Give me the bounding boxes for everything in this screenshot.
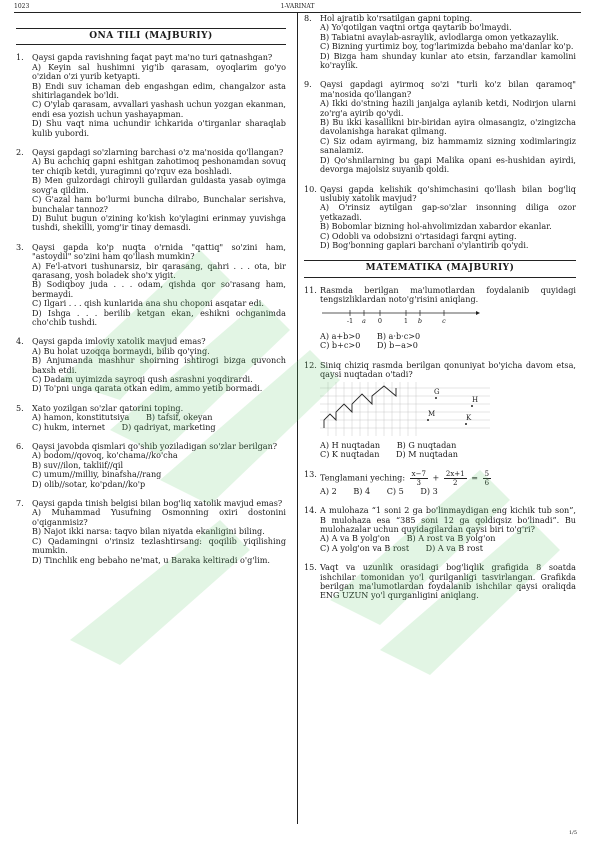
option-c[interactable]: C) Ilgari . . . qish kunlarida ana shu choponi asqatar edi.: [32, 298, 264, 309]
option-d[interactable]: D) Tinchlik eng bebaho ne'mat, u Baraka keltiradi o'g'lim.: [32, 554, 270, 565]
option-d[interactable]: D) Bulut bugun o'zining ko'kish ko'ylagini erinmay yuvishga tushdi, shekilli, yomg'ir tinay demasdi.: [32, 212, 286, 233]
question-text: Xato yozilgan so'zlar qatorini toping.: [32, 402, 184, 413]
fraction-2: $\frac{2x+1}{2}$: [445, 469, 465, 487]
header-variant: 1-VARINAT: [280, 3, 315, 10]
option-a[interactable]: A) O'rinsiz aytilgan gap-so'zlar insonning diliga ozor yetkazadi.: [320, 202, 576, 222]
option-d[interactable]: D) M nuqtadan: [396, 449, 459, 460]
option-c[interactable]: C) Dadam uyimizda sayroqi qush asrashni yoqdirardi.: [32, 374, 253, 384]
option-a[interactable]: A) bodom//qovoq, ko'chama//ko'cha: [32, 450, 178, 461]
option-c[interactable]: C) 5: [386, 485, 404, 496]
grid-polyline-figure: [320, 382, 490, 436]
question-text: Qaysi gapdagi so'zlarning barchasi o'z ma'nosida qo'llangan?: [32, 147, 284, 158]
option-a[interactable]: A) Yo'qotilgan vaqtni ortga qaytarib bo'lmaydi.: [320, 22, 512, 33]
question-text: Qaysi gapda ko'p nuqta o'rnida "qattiq" so'zini ham, "astoydil" so'zini ham qo'llash mumkin?: [32, 241, 286, 262]
question-3: 3. Qaysi gapda ko'p nuqta o'rnida "qattiq" so'zini ham, "astoydil" so'zini ham qo'llash mumkin? A) Fe'l-atvori tushunarsiz, bir qarasang, qahri . . . ota, bir qarasang, yosh boladek sho'x yigit. B) Sodiqboy juda . . . odam, qishda qor so'rasang ham, bermaydi. C) Ilgari . . . qish kunlarida ana shu choponi asqatar edi. D) Ishga . . . berilib ketgan ekan, eshikni ochganimda cho'chib tushdi.: [16, 241, 286, 327]
question-1: 1. Qaysi gapda ravishning faqat payt ma'no turi qatnashgan? A) Keyin sal hushimni yig'ib qarasam, oyoqlarim go'yo o'zidan o'zi yurib ketyapti. B) Endi suv ichaman deb engashgan edim, changalzor asta shitirlagandek bo'ldi. C) O'ylab qarasam, avvallari yashash uchun yozgan ekanman, endi esa yozish uchun yashayapman. D) Shu vaqt nima uchundir ichkarida o'tirganlar sharaqlab kulib yubordi.: [16, 52, 286, 138]
point-label-k: K: [466, 413, 472, 422]
option-a[interactable]: A) H nuqtadan: [320, 440, 381, 450]
option-d[interactable]: D) 3: [420, 485, 438, 496]
option-b[interactable]: B) Tabiatni avaylab-asraylik, avlodlarga omon yetkazaylik.: [320, 31, 559, 42]
option-a[interactable]: A) Ikki do'stning hazili janjalga aylanib ketdi, Nodirjon ularni zo'rg'a ayirib qo'ydi.: [320, 98, 576, 118]
option-d[interactable]: D) Shu vaqt nima uchundir ichkarida o'tirganlar sharaqlab kulib yubordi.: [32, 118, 286, 138]
option-b[interactable]: B) Men gulzordagi chiroyli gullardan guldasta yasab oyimga sovg'a qildim.: [32, 175, 286, 195]
option-c[interactable]: C) K nuqtadan: [320, 449, 380, 460]
question-12: 12. Siniq chiziq rasmda berilgan qonuniyat bo'yicha davom etsa, qaysi nuqtadan o'tadi? G H M K A) H nuqtadan B) G nuqtadan C) K nuqtadan D) M nuqtadan: [304, 359, 576, 460]
option-b[interactable]: B) Najot ikki narsa: taqvo bilan niyatda ekanligini biling.: [32, 526, 265, 537]
page-number: 1/5: [568, 830, 577, 836]
option-a[interactable]: A) Muhammad Yusufning Osmonning oxiri dostonini o'qiganmisiz?: [32, 507, 286, 527]
line-label-b: b: [417, 316, 423, 325]
point-label-h: H: [472, 395, 479, 404]
option-b[interactable]: B) G nuqtadan: [396, 440, 457, 450]
question-text: Hol ajratib ko'rsatilgan gapni toping.: [320, 13, 473, 23]
option-a[interactable]: A) Bu achchiq gapni eshitgan zahotimoq peshonamdan sovuq ter chiqib ketdi, yuragimni qo'rquv eza boshladi.: [32, 156, 286, 176]
option-b[interactable]: B) Bu ikki kasallikni bir-biridan ayira olmasangiz, o'zingizcha davolanishga harakat qilmang.: [320, 117, 576, 137]
option-c[interactable]: C) A yolg'on va B rost: [320, 542, 410, 553]
question-11: 11. Rasmda berilgan ma'lumotlardan foydalanib quyidagi tengsizliklardan noto'g'risini aniqlang. -1 a 0 1 b c A) a+b>0 B) a·b·c>0 C) b+c>0 D) b−a>0: [304, 284, 576, 351]
option-c[interactable]: C) b+c>0: [320, 340, 361, 351]
option-a[interactable]: A) Keyin sal hushimni yig'ib qarasam, oyoqlarim go'yo o'zidan o'zi yurib ketyapti.: [32, 61, 286, 82]
question-text: Rasmda berilgan ma'lumotlardan foydalanib quyidagi tengsizliklardan noto'g'risini aniqlang.: [320, 284, 576, 305]
option-b[interactable]: B) A rost va B yolg'on: [406, 533, 496, 544]
question-5: 5. Xato yozilgan so'zlar qatorini toping. A) hamon, konstitutsiya B) tafsif, okeyan C) hukm, internet D) qadriyat, marketing: [16, 404, 286, 432]
question-4: 4. Qaysi gapda imloviy xatolik mavjud emas? A) Bu holat uzoqqa bormaydi, bilib qo'ying. B) Anjumanda mashhur shoirning ishtirogi bizga quvonch baxsh etdi. C) Dadam uyimizda sayroqi qush asrashni yoqdirardi. D) To'pni unga qarata otkan edim, ammo yetib bormadi.: [16, 336, 286, 394]
option-d[interactable]: D) Ishga . . . berilib ketgan ekan, eshikni ochganimda cho'chib tushdi.: [32, 307, 286, 327]
question-13: 13. Tenglamani yeching: $\frac{x-7}{3}$ + $\frac{2x+1}{2}$ = $\frac{5}{6}$ A) 2 B) 4 C) 5 D) 3: [304, 470, 576, 496]
option-d[interactable]: D) Bizga ham shunday kunlar ato etsin, farzandlar kamolini ko'raylik.: [320, 50, 576, 71]
option-d[interactable]: D) To'pni unga qarata otkan edim, ammo yetib bormadi.: [32, 383, 263, 394]
line-label-one: 1: [403, 316, 409, 325]
option-c[interactable]: C) O'ylab qarasam, avvallari yashash uchun yozgan ekanman, endi esa yozish uchun yashayapman.: [32, 99, 286, 119]
question-text: Qaysi gapda imloviy xatolik mavjud emas?: [32, 336, 206, 347]
option-c[interactable]: C) Bizning yurtimiz boy, tog'larimizda bebaho ma'danlar ko'p.: [320, 41, 574, 52]
option-c[interactable]: C) Odobli va odobsizni o'rtasidagi farqni ayting.: [320, 230, 517, 241]
option-b[interactable]: B) 4: [353, 485, 371, 496]
question-9: 9. Qaysi gapdagi ayirmoq so'zi "turli ko'z bilan qaramoq" ma'nosida qo'llangan? A) Ikki do'stning hazili janjalga aylanib ketdi, Nodirjon ularni zo'rg'a ayirib qo'ydi. B) Bu ikki kasallikni bir-biridan ayira olmasangiz, o'zingizcha davolanishga harakat qilmang. C) Siz odam ayirmang, biz hammamiz sizning xodimlaringiz sanalamiz. D) Qo'shnilarning bu gapi Malika opani es-hushidan ayirdi, devorga majolsiz suyanib qoldi.: [304, 79, 576, 175]
question-2: 2. Qaysi gapdagi so'zlarning barchasi o'z ma'nosida qo'llangan? A) Bu achchiq gapni eshitgan zahotimoq peshonamdan sovuq ter chiqib ketdi, yuragimni qo'rquv eza boshladi. B) Men gulzordagi chiroyli gullardan guldasta yasab oyimga sovg'a qildim. C) G'azal ham bo'lurmi buncha dilrabo, Bunchalar serishva, bunchalar tannoz? D) Bulut bugun o'zining ko'kish ko'ylagini erinmay yuvishga tushdi, shekilli, yomg'ir tinay demasdi.: [16, 147, 286, 233]
option-b[interactable]: B) Endi suv ichaman deb engashgan edim, changalzor asta shitirlagandek bo'ldi.: [32, 80, 286, 101]
option-a[interactable]: A) Bu holat uzoqqa bormaydi, bilib qo'ying.: [32, 345, 210, 356]
question-text: Qaysi gapda tinish belgisi bilan bog'liq xatolik mavjud emas?: [32, 498, 283, 509]
question-text: Qaysi gapda ravishning faqat payt ma'no turi qatnashgan?: [32, 52, 273, 63]
question-text-line: Tenglamani yeching: $\frac{x-7}{3}$ + $\frac{2x+1}{2}$ = $\frac{5}{6}$: [320, 469, 490, 487]
option-a[interactable]: A) Fe'l-atvori tushunarsiz, bir qarasang, qahri . . . ota, bir qarasang, yosh boladek sho'x yigit.: [32, 260, 286, 280]
option-d[interactable]: D) A va B rost: [425, 542, 483, 553]
question-15: 15. Vaqt va uzunlik orasidagi bog'liqlik grafigida 8 soatda ishchilar tomonidan yo'l qurilganligi tasvirlangan. Grafikda berilgan ma'lumotlardan foydalanib ishchilar qaysi oraliqda ENG UZUN yo'l qurganligini aniqlang.: [304, 562, 576, 601]
line-label-a: a: [362, 316, 366, 325]
option-c[interactable]: C) umum//milliy, binafsha//rang: [32, 469, 162, 480]
point-label-g: G: [434, 387, 440, 396]
question-text: Tenglamani yeching:: [320, 472, 406, 483]
right-column: [304, 14, 576, 611]
option-a[interactable]: A) A va B yolg'on: [320, 533, 391, 544]
option-a[interactable]: A) a+b>0: [320, 330, 361, 341]
column-divider: [297, 12, 298, 824]
option-d[interactable]: D) olib//sotar, ko'pdan//ko'p: [32, 478, 146, 489]
line-label-minus-one: -1: [346, 316, 354, 325]
question-text: Siniq chiziq rasmda berilgan qonuniyat bo'yicha davom etsa, qaysi nuqtadan o'tadi?: [320, 359, 576, 380]
point-label-m: M: [428, 409, 436, 418]
option-a[interactable]: A) hamon, konstitutsiya: [32, 412, 130, 423]
header-year: 1023: [14, 3, 30, 10]
option-d[interactable]: D) Qo'shnilarning bu gapi Malika opani es-hushidan ayirdi, devorga majolsiz suyanib qoldi.: [320, 154, 576, 175]
option-a[interactable]: A) 2: [320, 485, 337, 496]
question-text: Qaysi javobda qismlari qo'shib yoziladigan so'zlar berilgan?: [32, 441, 278, 452]
question-text: A mulohaza “1 soni 2 ga bo'linmaydigan eng kichik tub son”, B mulohaza esa “385 soni 12 ga qoldiqsiz bo'linadi”. Bu mulohazalar uchun quyidagilardan qaysi biri to'g'ri?: [320, 505, 576, 535]
question-7: 7. Qaysi gapda tinish belgisi bilan bog'liq xatolik mavjud emas? A) Muhammad Yusufning Osmonning oxiri dostonini o'qiganmisiz? B) Najot ikki narsa: taqvo bilan niyatda ekanligini biling. C) Qadamingni o'rinsiz tezlashtirsang: qoqilib yiqilishing mumkin. D) Tinchlik eng bebaho ne'mat, u Baraka keltiradi o'g'lim.: [16, 498, 286, 565]
section-title-ona-tili: ONA TILI (MAJBURIY): [16, 28, 286, 45]
option-b[interactable]: B) Bobomlar bizning hol-ahvolimizdan xabardor ekanlar.: [320, 221, 552, 232]
fraction-3: $\frac{5}{6}$: [484, 469, 490, 487]
option-d[interactable]: D) Bog'bonning gaplari barchani o'ylantirib qo'ydi.: [320, 239, 529, 250]
option-c[interactable]: C) Qadamingni o'rinsiz tezlashtirsang: qoqilib yiqilishing mumkin.: [32, 535, 286, 556]
question-6: 6. Qaysi javobda qismlari qo'shib yoziladigan so'zlar berilgan? A) bodom//qovoq, ko'chama//ko'cha B) suv//ilon, takliif//qil C) umum//milliy, binafsha//rang D) olib//sotar, ko'pdan//ko'p: [16, 442, 286, 489]
number-line-figure: [320, 307, 480, 325]
option-c[interactable]: C) Siz odam ayirmang, biz hammamiz sizning xodimlaringiz sanalamiz.: [320, 135, 576, 156]
question-text: Qaysi gapda kelishik qo'shimchasini qo'llash bilan bog'liq uslubiy xatolik mavjud?: [320, 183, 576, 203]
fraction-1: $\frac{x-7}{3}$: [411, 469, 426, 487]
question-14: 14. A mulohaza “1 soni 2 ga bo'linmaydigan eng kichik tub son”, B mulohaza esa “385 soni 12 ga qoldiqsiz bo'linadi”. Bu mulohazalar uchun quyidagilardan qaysi biri to'g'ri? A) A va B yolg'on B) A rost va B yolg'on C) A yolg'on va B rost D) A va B rost: [304, 505, 576, 553]
option-d[interactable]: D) qadriyat, marketing: [121, 421, 216, 432]
question-10: 10. Qaysi gapda kelishik qo'shimchasini qo'llash bilan bog'liq uslubiy xatolik mavjud? A) O'rinsiz aytilgan gap-so'zlar insonning diliga ozor yetkazadi. B) Bobomlar bizning hol-ahvolimizdan xabardor ekanlar. C) Odobli va odobsizni o'rtasidagi farqni ayting. D) Bog'bonning gaplari barchani o'ylantirib qo'ydi.: [304, 183, 576, 250]
option-d[interactable]: D) b−a>0: [376, 340, 418, 351]
question-text: Qaysi gapdagi ayirmoq so'zi "turli ko'z bilan qaramoq" ma'nosida qo'llangan?: [320, 79, 576, 99]
option-c[interactable]: C) G'azal ham bo'lurmi buncha dilrabo, Bunchalar serishva, bunchalar tannoz?: [32, 194, 286, 214]
option-c[interactable]: C) hukm, internet: [32, 421, 106, 432]
section-title-matematika: MATEMATIKA (MAJBURIY): [304, 260, 576, 277]
option-b[interactable]: B) tafsif, okeyan: [145, 412, 213, 423]
option-b[interactable]: B) Sodiqboy juda . . . odam, qishda qor so'rasang ham, bermaydi.: [32, 279, 286, 299]
option-b[interactable]: B) suv//ilon, takliif//qil: [32, 459, 124, 470]
question-text: Vaqt va uzunlik orasidagi bog'liqlik grafigida 8 soatda ishchilar tomonidan yo'l qurilganligi tasvirlangan. Grafikda berilgan ma'lumotlardan foydalanib ishchilar qaysi oraliqda ENG UZUN yo'l qurganligini aniqlang.: [320, 562, 576, 601]
option-b[interactable]: B) Anjumanda mashhur shoirning ishtirogi bizga quvonch baxsh etdi.: [32, 355, 286, 375]
line-label-zero: 0: [377, 316, 383, 325]
question-8: 8. Hol ajratib ko'rsatilgan gapni toping. A) Yo'qotilgan vaqtni ortga qaytarib bo'lmaydi. B) Tabiatni avaylab-asraylik, avlodlarga omon yetkazaylik. C) Bizning yurtimiz boy, tog'larimizda bebaho ma'danlar ko'p. D) Bizga ham shunday kunlar ato etsin, farzandlar kamolini ko'raylik.: [304, 13, 576, 71]
left-column: [16, 14, 286, 575]
option-b[interactable]: B) a·b·c>0: [376, 330, 421, 341]
line-label-c: c: [442, 316, 446, 325]
